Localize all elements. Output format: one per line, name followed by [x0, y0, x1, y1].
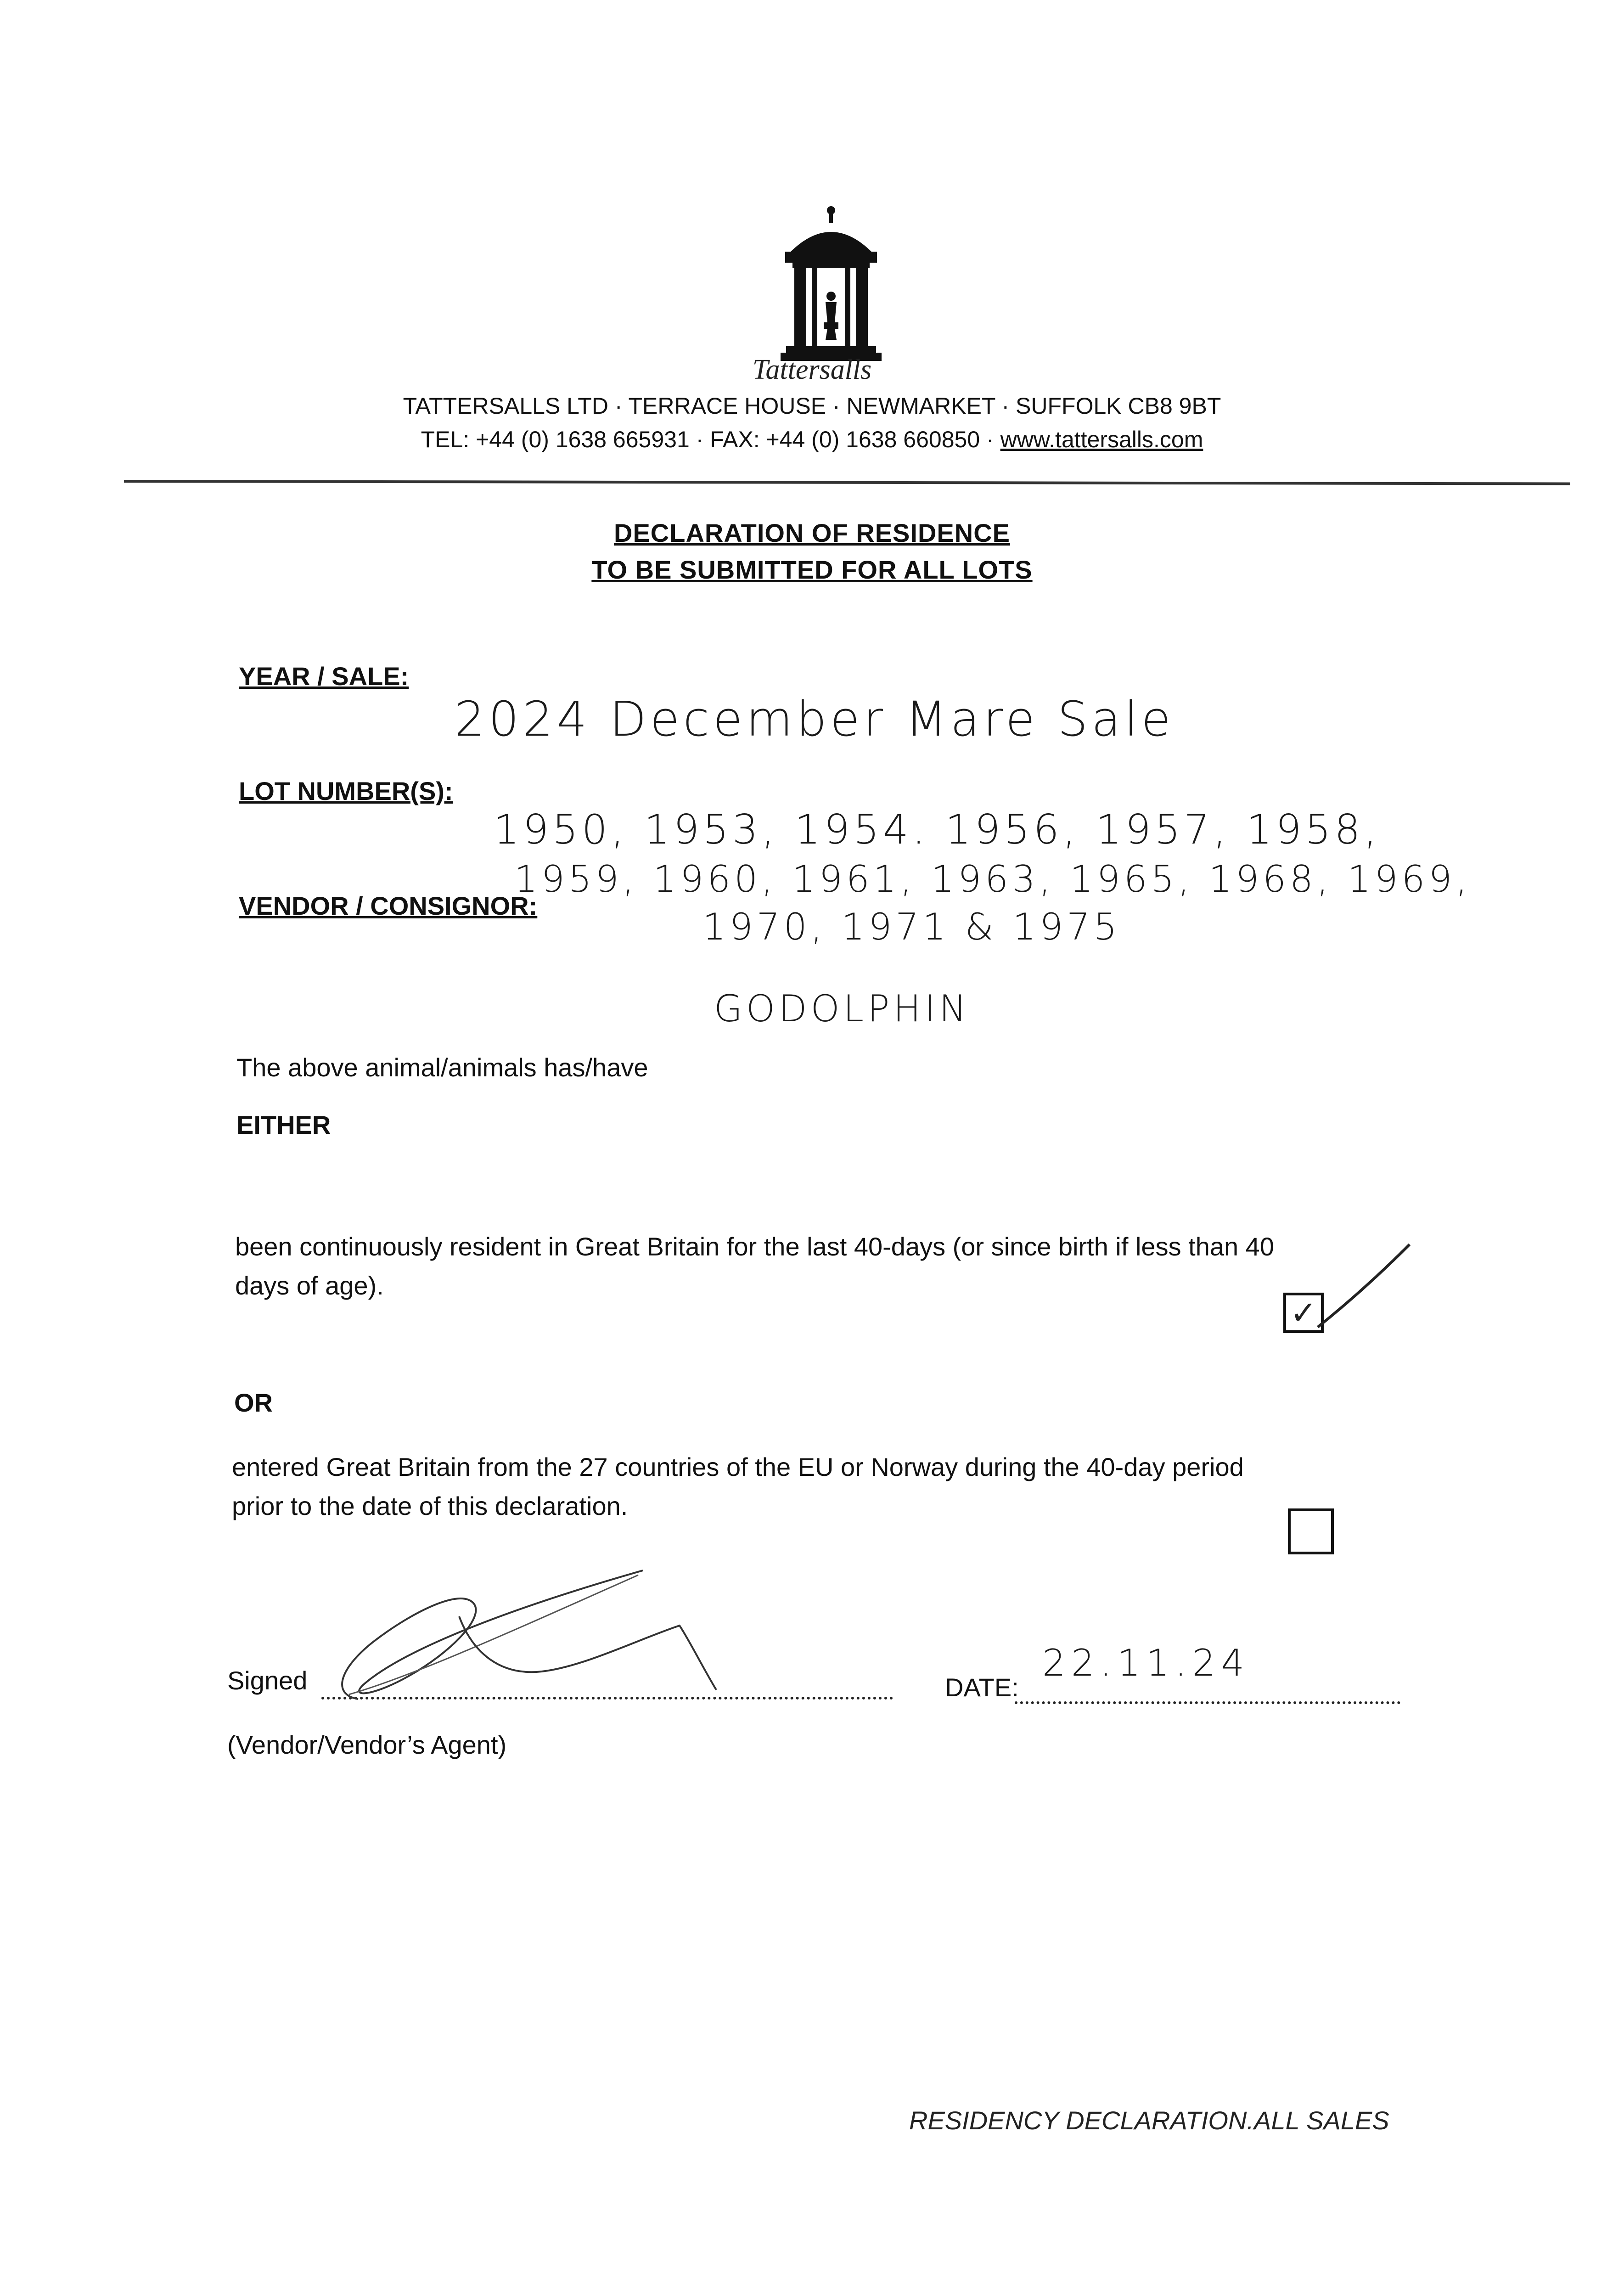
- check-mark-icon: ✓: [1290, 1294, 1317, 1332]
- or-heading: OR: [234, 1388, 273, 1417]
- either-heading: EITHER: [236, 1110, 331, 1139]
- intro-text: The above animal/animals has/have: [236, 1053, 648, 1082]
- form-subtitle: TO BE SUBMITTED FOR ALL LOTS: [591, 555, 1033, 584]
- tattersalls-cupola-icon: [776, 202, 886, 367]
- option-1-line-1: been continuously resident in Great Britain for the last 40-days (or since birth if less than 40: [235, 1232, 1274, 1261]
- year-sale-label: YEAR / SALE:: [239, 662, 409, 691]
- vendor-value[interactable]: GODOLPHIN: [714, 987, 970, 1030]
- signed-label: Signed: [227, 1666, 308, 1695]
- lot-numbers-line-3[interactable]: 1970, 1971 & 1975: [702, 906, 1121, 948]
- company-address: TATTERSALLS LTD · TERRACE HOUSE · NEWMARKET · SUFFOLK CB8 9BT: [403, 393, 1221, 419]
- footer-text: RESIDENCY DECLARATION.ALL SALES: [909, 2106, 1389, 2135]
- handwritten-signature: [321, 1561, 781, 1713]
- vendor-label: VENDOR / CONSIGNOR:: [239, 891, 538, 920]
- form-title: DECLARATION OF RESIDENCE: [614, 518, 1010, 547]
- letterhead-divider: [124, 480, 1570, 485]
- check-stroke-icon: [1313, 1240, 1414, 1332]
- agent-note: (Vendor/Vendor’s Agent): [227, 1730, 507, 1759]
- contact-numbers: TEL: +44 (0) 1638 665931 · FAX: +44 (0) 1638 660850 ·: [421, 427, 1000, 452]
- option-1-line-2: days of age).: [235, 1271, 384, 1300]
- date-value[interactable]: 22.11.24: [1042, 1642, 1250, 1684]
- brand-name: Tattersalls: [752, 354, 872, 385]
- company-contact: [0, 426, 1624, 453]
- website-link[interactable]: www.tattersalls.com: [1000, 427, 1203, 452]
- lot-numbers-line-1[interactable]: 1950, 1953, 1954. 1956, 1957, 1958,: [494, 806, 1381, 853]
- date-line[interactable]: [1015, 1701, 1400, 1704]
- option-2-line-1: entered Great Britain from the 27 countries of the EU or Norway during the 40-day period: [232, 1452, 1244, 1481]
- year-sale-value[interactable]: 2024 December Mare Sale: [455, 691, 1174, 747]
- option-2-checkbox[interactable]: [1288, 1508, 1334, 1554]
- option-2-line-2: prior to the date of this declaration.: [232, 1491, 628, 1520]
- date-label: DATE:: [945, 1673, 1019, 1702]
- lot-numbers-label: LOT NUMBER(S):: [239, 777, 453, 805]
- lot-numbers-line-2[interactable]: 1959, 1960, 1961, 1963, 1965, 1968, 1969,: [514, 858, 1471, 900]
